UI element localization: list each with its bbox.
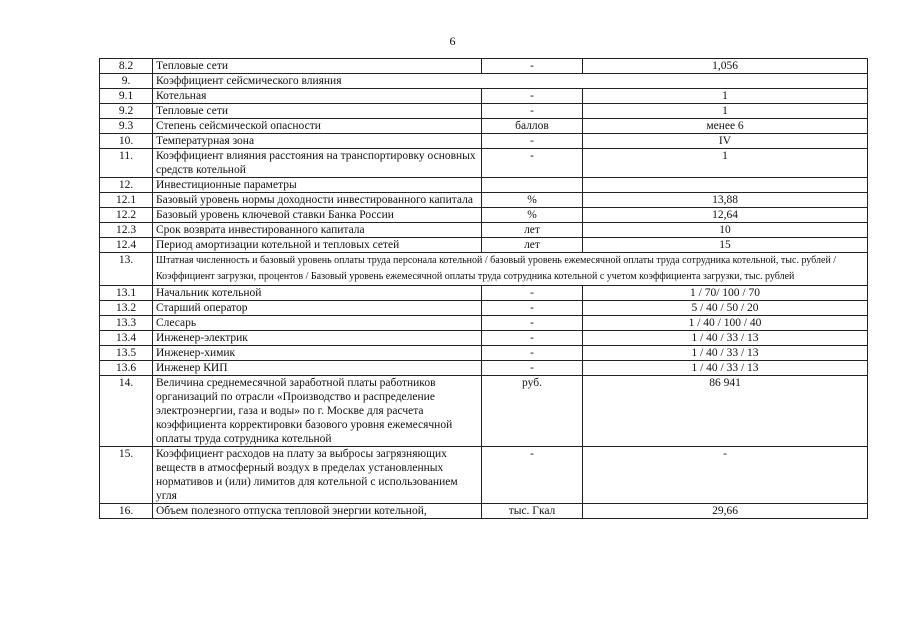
row-value: 12,64 [583, 208, 868, 223]
row-unit: тыс. Гкал [482, 504, 583, 519]
table-row [100, 447, 868, 504]
row-unit: - [482, 134, 583, 149]
row-value: 86 941 [583, 376, 868, 447]
row-unit: - [482, 346, 583, 361]
table-row [100, 238, 868, 253]
row-unit [482, 178, 583, 193]
row-number: 16. [100, 504, 153, 519]
row-number: 8.2 [100, 59, 153, 74]
section-heading: Штатная численность и базовый уровень оплаты труда персонала котельной / базовый уровень ежемесячной оплаты труда сотрудника котельной, тыс. рублей / Коэффициент загрузки, процентов / Базовый уровень ежемесячной оплаты труда сотрудника котельной с учетом коэффициента загрузки, тыс. рублей [153, 253, 868, 286]
row-value: 10 [583, 223, 868, 238]
row-number: 12.3 [100, 223, 153, 238]
row-name: Величина среднемесячной заработной платы работников организаций по отрасли «Производство и распределение электроэнергии, газа и воды» по г. Москве для расчета коэффициента корректировки базового уровня ежемесячной оплаты труда сотрудника котельной [153, 376, 482, 447]
row-unit: % [482, 208, 583, 223]
table-row [100, 223, 868, 238]
row-unit: руб. [482, 376, 583, 447]
row-value: 1 [583, 149, 868, 178]
row-unit: баллов [482, 119, 583, 134]
row-value: - [583, 447, 868, 504]
table-row [100, 286, 868, 301]
row-name: Слесарь [153, 316, 482, 331]
row-number: 12.1 [100, 193, 153, 208]
row-name: Инженер-химик [153, 346, 482, 361]
row-number: 13.1 [100, 286, 153, 301]
row-value: 1 / 40 / 100 / 40 [583, 316, 868, 331]
parameters-table [99, 58, 868, 519]
row-value: 1 [583, 104, 868, 119]
row-number: 12.4 [100, 238, 153, 253]
row-unit: - [482, 149, 583, 178]
row-name: Коэффициент влияния расстояния на транспортировку основных средств котельной [153, 149, 482, 178]
table-row [100, 89, 868, 104]
row-number: 11. [100, 149, 153, 178]
row-name: Срок возврата инвестированного капитала [153, 223, 482, 238]
row-name: Инженер КИП [153, 361, 482, 376]
table-row [100, 59, 868, 74]
row-name: Базовый уровень нормы доходности инвестированного капитала [153, 193, 482, 208]
table-row [100, 104, 868, 119]
row-unit: % [482, 193, 583, 208]
row-unit: - [482, 89, 583, 104]
row-number: 12. [100, 178, 153, 193]
row-value: 1 / 40 / 33 / 13 [583, 361, 868, 376]
row-number: 9.1 [100, 89, 153, 104]
section-heading: Коэффициент сейсмического влияния [153, 74, 868, 89]
page-number: 6 [449, 34, 456, 48]
row-name: Температурная зона [153, 134, 482, 149]
table-row [100, 316, 868, 331]
row-unit: - [482, 286, 583, 301]
row-value: IV [583, 134, 868, 149]
row-number: 13.6 [100, 361, 153, 376]
table-row [100, 301, 868, 316]
row-unit: - [482, 361, 583, 376]
row-unit: - [482, 104, 583, 119]
table-row [100, 504, 868, 519]
row-value: 1 [583, 89, 868, 104]
row-value: 1 / 70/ 100 / 70 [583, 286, 868, 301]
row-unit: лет [482, 223, 583, 238]
row-value: 1,056 [583, 59, 868, 74]
row-unit: лет [482, 238, 583, 253]
table-row [100, 193, 868, 208]
row-value: 15 [583, 238, 868, 253]
table-row [100, 376, 868, 447]
row-number: 14. [100, 376, 153, 447]
row-number: 9. [100, 74, 153, 89]
row-unit: - [482, 59, 583, 74]
row-name: Тепловые сети [153, 59, 482, 74]
row-name: Котельная [153, 89, 482, 104]
row-number: 13.4 [100, 331, 153, 346]
row-number: 9.2 [100, 104, 153, 119]
row-name: Коэффициент расходов на плату за выбросы загрязняющих веществ в атмосферный воздух в пределах установленных нормативов и (или) лимитов для котельной с использованием угля [153, 447, 482, 504]
row-unit: - [482, 301, 583, 316]
row-number: 13.5 [100, 346, 153, 361]
row-number: 9.3 [100, 119, 153, 134]
row-number: 13.2 [100, 301, 153, 316]
table-row [100, 119, 868, 134]
row-value: 1 / 40 / 33 / 13 [583, 346, 868, 361]
row-number: 13. [100, 253, 153, 286]
row-value: 13,88 [583, 193, 868, 208]
row-number: 13.3 [100, 316, 153, 331]
row-name: Степень сейсмической опасности [153, 119, 482, 134]
row-name: Старший оператор [153, 301, 482, 316]
row-number: 12.2 [100, 208, 153, 223]
row-name: Инвестиционные параметры [153, 178, 482, 193]
table-row [100, 149, 868, 178]
table-row [100, 346, 868, 361]
table-row [100, 134, 868, 149]
row-number: 15. [100, 447, 153, 504]
row-value: 5 / 40 / 50 / 20 [583, 301, 868, 316]
row-unit: - [482, 331, 583, 346]
row-name: Объем полезного отпуска тепловой энергии котельной, [153, 504, 482, 519]
table-row [100, 178, 868, 193]
row-unit: - [482, 447, 583, 504]
row-name: Инженер-электрик [153, 331, 482, 346]
row-value [583, 178, 868, 193]
row-name: Период амортизации котельной и тепловых сетей [153, 238, 482, 253]
table-row [100, 361, 868, 376]
table-row [100, 74, 868, 89]
row-name: Тепловые сети [153, 104, 482, 119]
table-row [100, 331, 868, 346]
row-number: 10. [100, 134, 153, 149]
row-value: менее 6 [583, 119, 868, 134]
row-unit: - [482, 316, 583, 331]
table-row [100, 208, 868, 223]
row-value: 29,66 [583, 504, 868, 519]
row-value: 1 / 40 / 33 / 13 [583, 331, 868, 346]
row-name: Базовый уровень ключевой ставки Банка России [153, 208, 482, 223]
row-name: Начальник котельной [153, 286, 482, 301]
table-row [100, 253, 868, 286]
